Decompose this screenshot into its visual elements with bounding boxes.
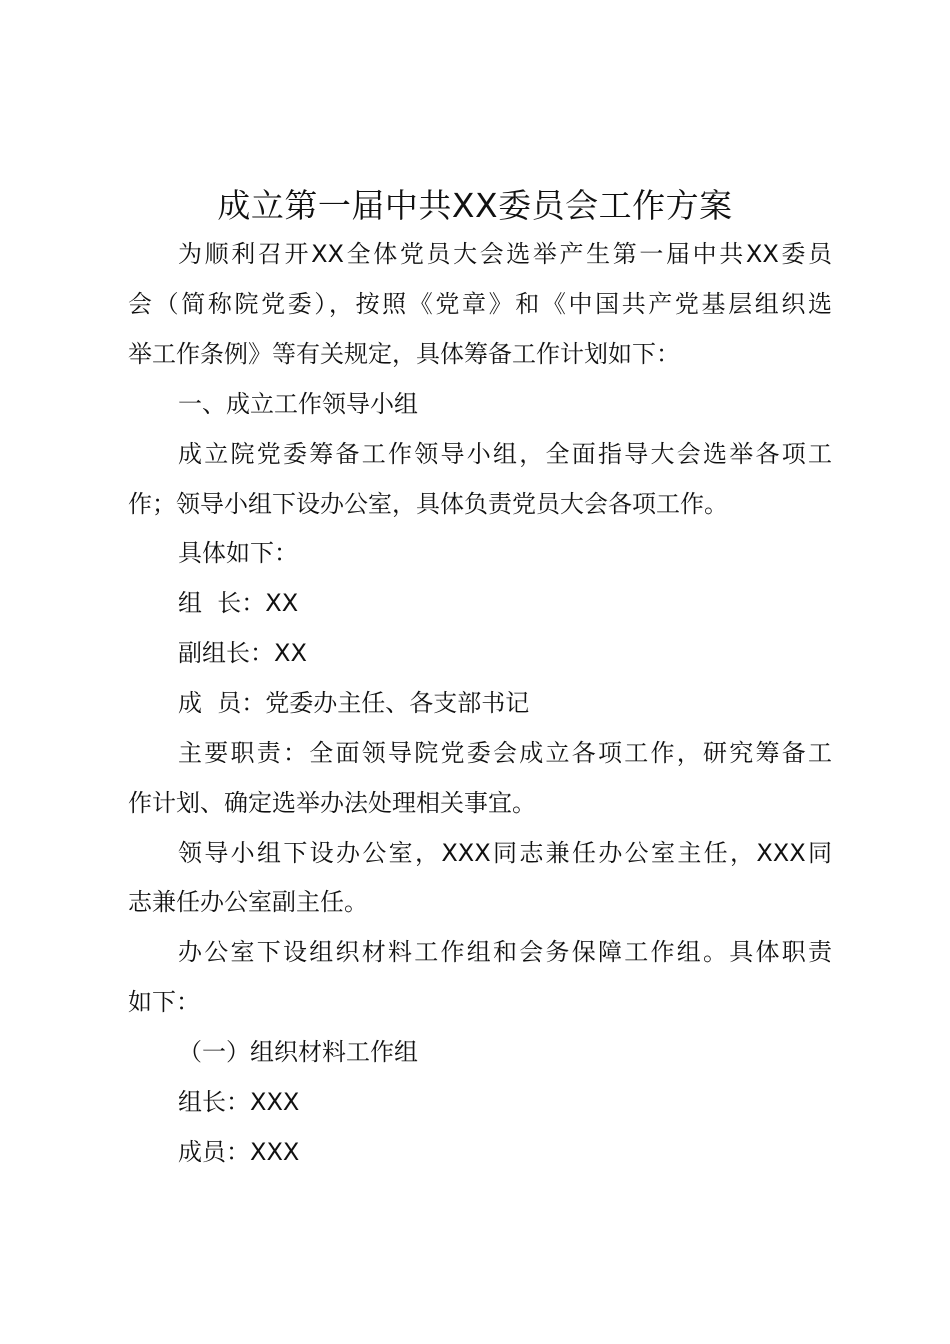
section1-para-line-1: 成立院党委筹备工作领导小组，全面指导大会选举各项工 bbox=[178, 440, 832, 468]
sub-members-line: 成员：XXX bbox=[178, 1138, 300, 1166]
subsection1-heading: （一）组织材料工作组 bbox=[178, 1038, 418, 1066]
section1-heading: 一、成立工作领导小组 bbox=[178, 390, 418, 418]
members-line: 成 员：党委办主任、各支部书记 bbox=[178, 689, 530, 717]
office-groups-line-1: 办公室下设组织材料工作组和会务保障工作组。具体职责 bbox=[178, 938, 832, 966]
intro-line-2: 会（简称院党委），按照《党章》和《中国共产党基层组织选 bbox=[128, 290, 832, 318]
office-line-1: 领导小组下设办公室，XXX同志兼任办公室主任，XXX同 bbox=[178, 839, 832, 867]
section1-para-line-2: 作；领导小组下设办公室，具体负责党员大会各项工作。 bbox=[128, 490, 728, 518]
document-title: 成立第一届中共XX委员会工作方案 bbox=[217, 186, 733, 225]
sub-leader-line: 组长：XXX bbox=[178, 1088, 300, 1116]
intro-line-3: 举工作条例》等有关规定，具体筹备工作计划如下： bbox=[128, 340, 680, 368]
duties-line-1: 主要职责：全面领导院党委会成立各项工作，研究筹备工 bbox=[178, 739, 832, 767]
details-label: 具体如下： bbox=[178, 539, 298, 567]
leader-line: 组 长：XX bbox=[178, 589, 299, 617]
office-groups-line-2: 如下： bbox=[128, 988, 200, 1016]
office-line-2: 志兼任办公室副主任。 bbox=[128, 888, 368, 916]
intro-line-1: 为顺利召开XX全体党员大会选举产生第一届中共XX委员 bbox=[178, 240, 832, 268]
duties-line-2: 作计划、确定选举办法处理相关事宜。 bbox=[128, 789, 536, 817]
deputy-line: 副组长：XX bbox=[178, 639, 307, 667]
